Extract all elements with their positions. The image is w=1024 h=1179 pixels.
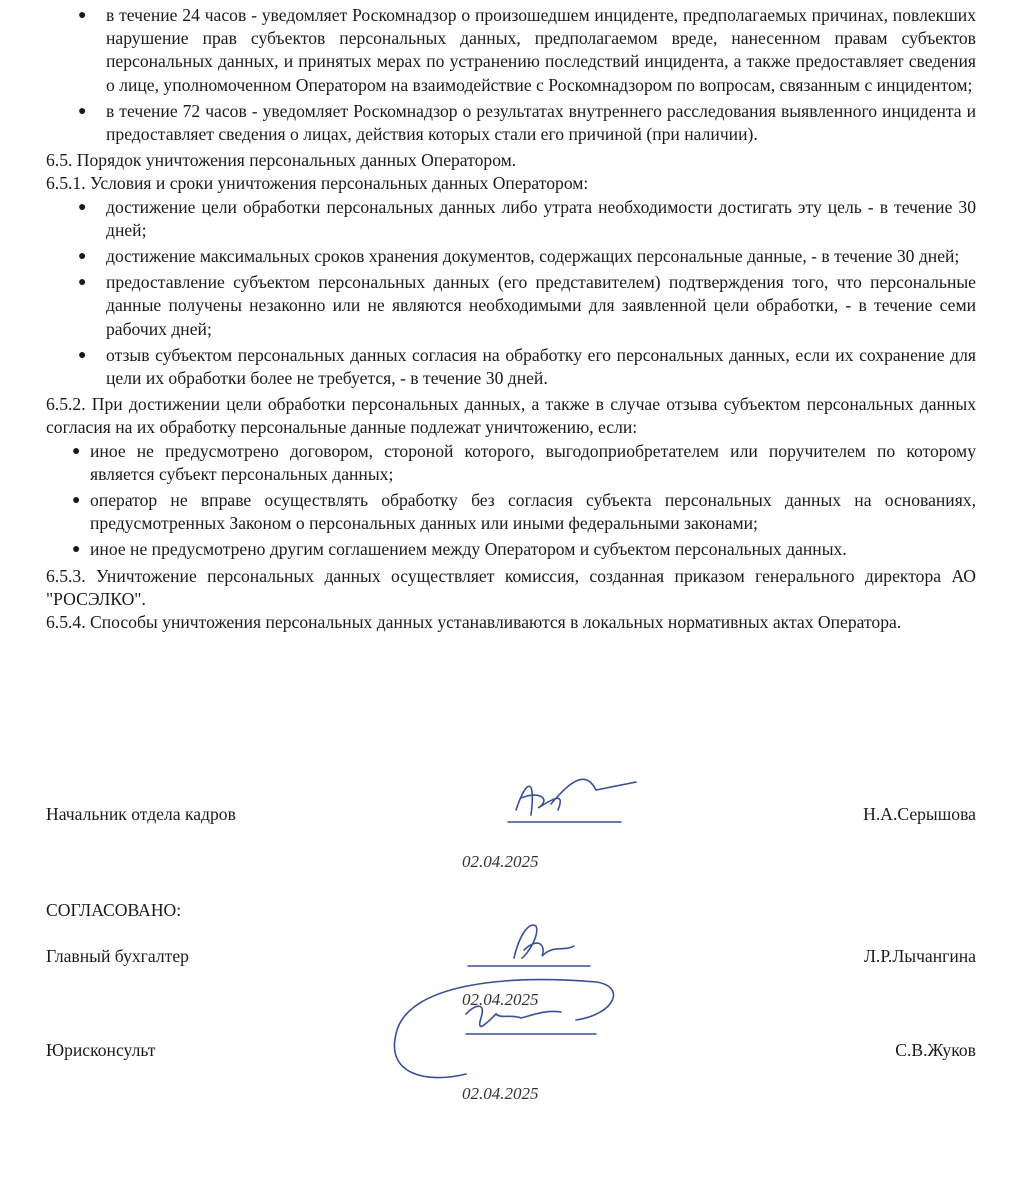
section-heading: 6.5. Порядок уничтожения персональных данных Оператором.: [46, 150, 517, 171]
document-page: [46, 4, 976, 634]
handwritten-signature-icon: [464, 916, 624, 976]
list-item: ● достижение цели обработки персональных данных либо утрата необходимости достигать эту цель - в течение 30 дней;: [78, 196, 976, 240]
signature-date: 02.04.2025: [462, 1084, 539, 1103]
list-item: ● достижение максимальных сроков хранения документов, содержащих персональные данные, - в течение 30 дней;: [46, 245, 976, 268]
signature-block-chief-accountant: [46, 946, 976, 1009]
destruction-conditions-list: [46, 196, 976, 391]
handwritten-signature-icon: [496, 770, 676, 840]
bullet-dot-icon: ●: [78, 199, 87, 215]
list-item: ● иное не предусмотрено другим соглашением между Оператором и субъектом персональных данных.: [46, 538, 976, 561]
list-item: ● отзыв субъектом персональных данных согласия на обработку его персональных данных, если их сохранение для цели их обработки более не требуется, - в течение 30 дней.: [78, 344, 976, 389]
destruction-exceptions-list: [46, 440, 976, 562]
list-item: ● предоставление субъектом персональных данных (его представителем) подтверждения того, что персональные данные получены незаконно или не являются необходимыми для заявленной цели обработки, - в течение семи рабочих дней;: [78, 272, 976, 339]
section-6-4-list: [46, 4, 976, 146]
bullet-dot-icon: ●: [78, 347, 87, 363]
signer-name: Л.Р.Лычангина: [864, 946, 976, 966]
signer-position: Юрисконсульт: [46, 1040, 156, 1060]
subsection-paragraph: 6.5.2. При достижении цели обработки персональных данных, а также в случае отзыва субъектом персональных данных согласия на их обработку персональные данные подлежат уничтожению, если:: [46, 394, 976, 438]
bullet-dot-icon: ●: [78, 103, 87, 119]
signer-position: Начальник отдела кадров: [46, 804, 236, 824]
bullet-dot-icon: ●: [78, 8, 87, 23]
signer-position: Главный бухгалтер: [46, 946, 189, 966]
signer-name: С.В.Жуков: [895, 1040, 976, 1060]
bullet-dot-icon: ●: [78, 249, 87, 265]
agreed-label: СОГЛАСОВАНО:: [46, 900, 182, 920]
bullet-dot-icon: ●: [72, 493, 81, 509]
bullet-dot-icon: ●: [72, 443, 81, 459]
subsection-heading: 6.5.1. Условия и сроки уничтожения персональных данных Оператором:: [46, 173, 589, 194]
signature-date: 02.04.2025: [462, 852, 539, 871]
list-item: ● иное не предусмотрено договором, стороной которого, выгодоприобретателем или поручителем по которому является субъект персональных данных;: [72, 440, 976, 484]
signer-name: Н.А.Серышова: [863, 804, 976, 824]
list-item: ● в течение 24 часов - уведомляет Роскомнадзор о произошедшем инциденте, предполагаемых причинах, повлекших нарушение прав субъектов персональных данных, предполагаемом вреде, нанесенном правам субъектов персональных данных, и принятых мерах по устранению последствий инцидента, а также предоставляет сведения о лице, уполномоченном Оператором на взаимодействие с Роскомнадзором по вопросам, связанным с инцидентом;: [78, 5, 976, 95]
signature-block-legal-counsel: [46, 1040, 976, 1103]
bullet-dot-icon: ●: [72, 542, 81, 558]
subsection-paragraph: 6.5.4. Способы уничтожения персональных данных устанавливаются в локальных нормативных актах Оператора.: [46, 612, 902, 633]
subsection-paragraph: 6.5.3. Уничтожение персональных данных осуществляет комиссия, созданная приказом генерального директора АО "РОСЭЛКО".: [46, 565, 976, 609]
list-item: ● оператор не вправе осуществлять обработку без согласия субъекта персональных данных на основаниях, предусмотренных Законом о персональных данных или иными федеральными законами;: [72, 490, 976, 534]
signature-date: 02.04.2025: [462, 990, 539, 1009]
signature-block-hr: [46, 804, 976, 871]
list-item: ● в течение 72 часов - уведомляет Роскомнадзор о результатах внутреннего расследования выявленного инцидента и предоставляет сведения о лицах, действия которых стали его причиной (при наличии).: [78, 100, 976, 145]
bullet-dot-icon: ●: [78, 275, 87, 291]
